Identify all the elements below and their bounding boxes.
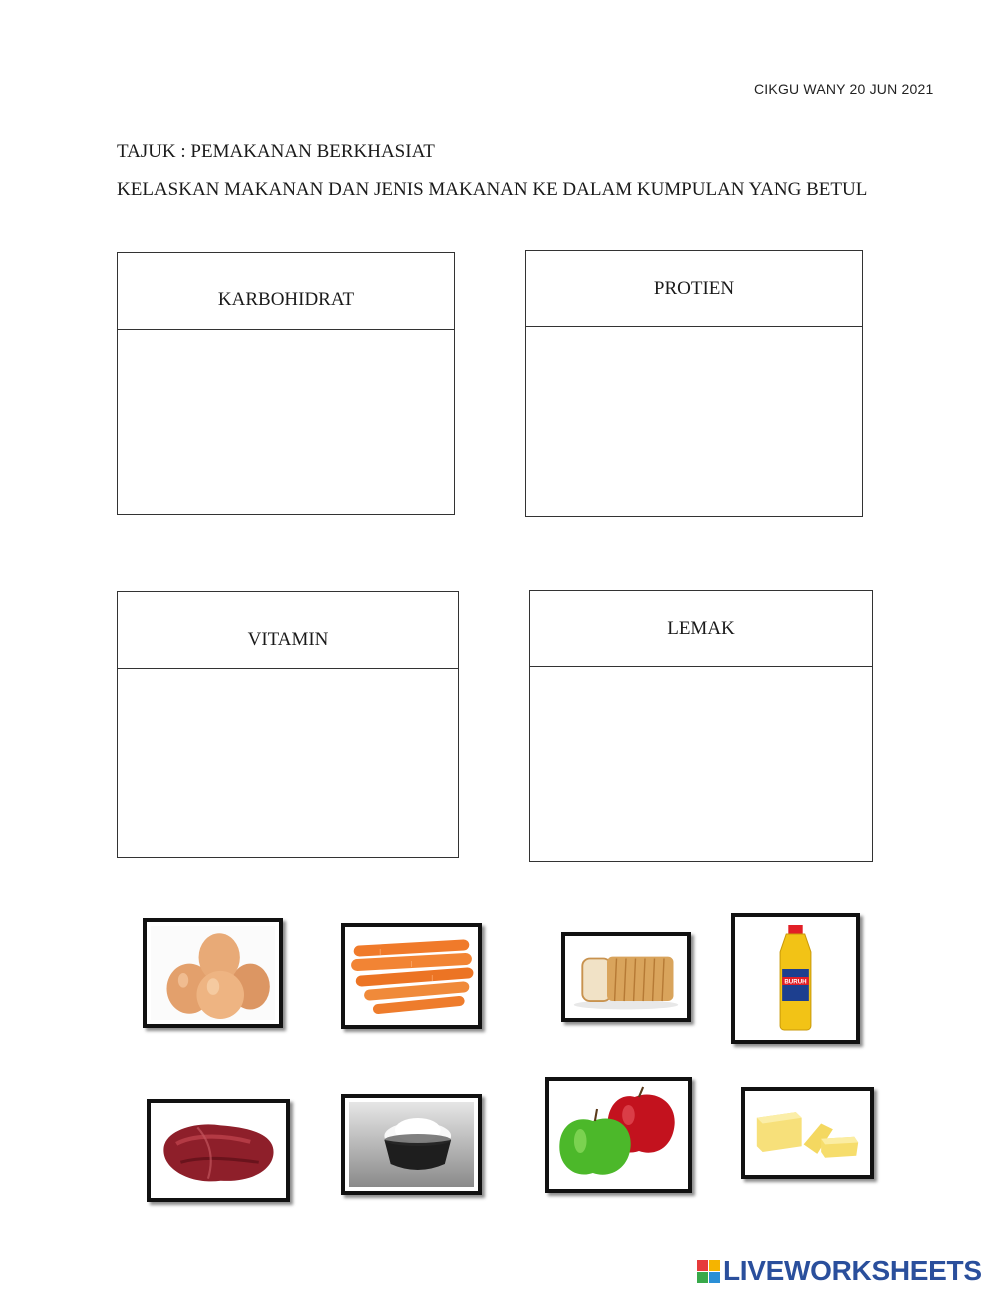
logo-mark-icon [697,1260,720,1283]
drop-zone-protien[interactable] [526,327,862,516]
category-label: KARBOHIDRAT [217,289,355,310]
food-card-cooking-oil[interactable] [731,913,860,1044]
food-card-meat[interactable] [147,1099,290,1202]
food-card-carrots[interactable] [341,923,482,1029]
drop-zone-vitamin[interactable] [118,669,458,857]
drop-zone-lemak[interactable] [530,667,872,861]
category-header [530,591,872,667]
butter-icon [749,1095,866,1171]
food-card-rice[interactable] [341,1094,482,1195]
food-card-apples[interactable] [545,1077,692,1193]
rice-bowl-icon [349,1102,474,1187]
bread-icon [569,940,683,1014]
oil-brand-label: BURUH [784,978,807,986]
category-label: LEMAK [667,617,735,639]
food-card-bread[interactable] [561,932,691,1022]
carrots-icon [349,931,474,1021]
brand-name: LIVEWORKSHEETS [723,1255,982,1286]
category-box-vitamin[interactable] [117,591,459,858]
category-label: VITAMIN [247,629,329,650]
food-card-butter[interactable] [741,1087,874,1179]
drop-zone-karbohidrat[interactable] [118,330,454,514]
food-card-eggs[interactable] [143,918,283,1028]
category-header [118,592,458,669]
category-header [118,253,454,330]
category-label: PROTIEN [653,277,735,299]
eggs-icon [151,926,275,1020]
apples-icon [553,1085,684,1185]
author-date: CIKGU WANY 20 JUN 2021 [754,81,934,97]
category-box-lemak[interactable] [529,590,873,862]
meat-icon [155,1107,282,1194]
category-header [526,251,862,327]
page-title: TAJUK : PEMAKANAN BERKHASIAT [117,141,435,162]
category-box-protien[interactable] [525,250,863,517]
liveworksheets-logo [697,1255,982,1287]
instruction-text: KELASKAN MAKANAN DAN JENIS MAKANAN KE DALAM KUMPULAN YANG BETUL [117,179,868,200]
category-box-karbohidrat[interactable] [117,252,455,515]
cooking-oil-icon [739,921,852,1036]
